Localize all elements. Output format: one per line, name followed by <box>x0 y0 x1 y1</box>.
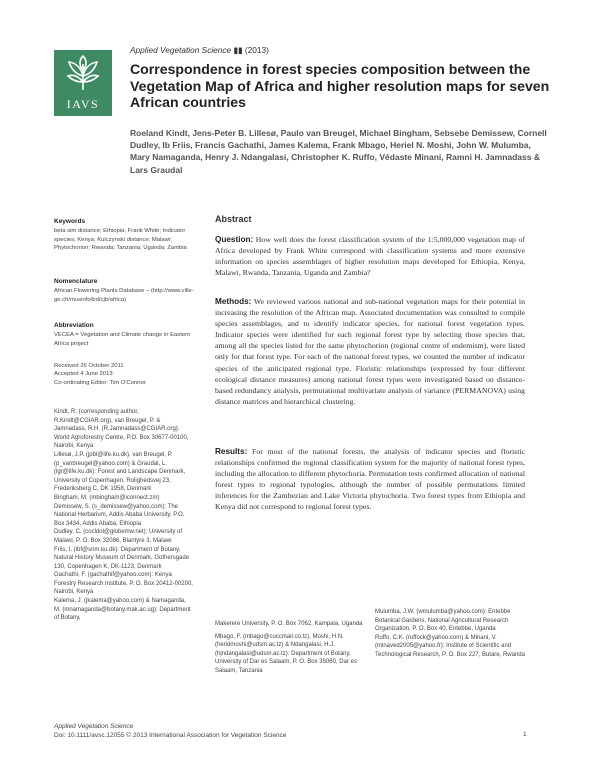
coordinating-editor: Co-ordinating Editor: Tim O'Connor <box>54 379 146 386</box>
methods-paragraph <box>215 296 525 407</box>
nomenclature-text: African Flowering Plants Database – (http://www.ville-ge.ch/musinfo/bd/cjb/africa) <box>54 288 194 303</box>
journal-line <box>130 45 269 55</box>
footer-doi: Doi: 10.1111/avsc.12055 © 2013 International Association for Vegetation Science <box>54 732 287 739</box>
results-text: For most of the national forests, the analysis of indicator species and floristic relationships confirmed the regional classification system for the majority of national forest types, including the allocation to different phytochoria. Permutation tests confirmed allocation of national forest types to regional typologies, although the number of possible permutations limited inferences for the Zambezian and Lake Victoria phytochoria. Two forest types from Ethiopia and Kenya did not correspond to regional forest types. <box>215 447 525 512</box>
results-label: Results: <box>215 447 248 456</box>
accepted-date: Accepted 4 June 2013 <box>54 371 113 378</box>
footer-journal: Applied Vegetation Science <box>54 723 134 730</box>
page-number: 1 <box>523 731 527 738</box>
affiliation-right-2: Ruffo, C.K. (ruffock@yahoo.com) & Minani, V. (minaved2005@yahoo.fr): Institute of Scientific and Technological Research, P. O. Box 227, Butare, Rwanda <box>375 634 525 658</box>
page-footer <box>54 722 286 740</box>
author-list: Roeland Kindt, Jens-Peter B. Lillesø, Paulo van Breugel, Michael Bingham, Sebsebe Demissew, Cornell Dudley, Ib Friis, Francis Gachathi, James Kalema, Frank Mbago, Heriel N. Moshi, John W. Mulumba, Mary Namaganda, Henry J. Ndangalasi, Christopher K. Ruffo, Védaste Minani, Ramni H. Jamnadass & Lars Graudal <box>130 128 547 175</box>
affiliation-5: Dudley, C. (cocldol@globemw.net): University of Malawi, P. O. Box 32086, Blantyre 3, Malawi <box>54 529 183 544</box>
question-text: How well does the forest classification system of the 1:5,000,000 vegetation map of Africa developed by Frank White correspond with classification systems and more extensive information on species assemblages of higher resolution maps developed for Ethiopia, Kenya, Malawi, Rwanda, Tanzania, Uganda and Zambia? <box>215 235 525 278</box>
affiliation-mid-2: Mbago, F. (mbago@cuccmail.co.tz), Moshi, H.N. (heridmoshi@udsm.ac.tz) & Ndangalasi, H.J. (hjndangalasi@udsm.ac.tz): Department of Botany, University of Dar es Salaam, P. O. Box 35060, Dar es Salaam, Tanzania <box>215 633 357 674</box>
logo-text: IAVS <box>66 97 100 111</box>
abstract-heading: Abstract <box>215 214 252 224</box>
keywords-heading: Keywords <box>54 218 86 225</box>
abbreviation-text: VECEA = Vegetation and Climate change in Eastern Africa project <box>54 332 191 347</box>
iavs-logo <box>54 50 112 116</box>
results-paragraph <box>215 446 525 513</box>
affiliations-middle <box>215 620 365 676</box>
methods-text: We reviewed various national and sub-national vegetation maps for their potential in increasing the resolution of the African map. Associated documentation was consulted to compile species assemblages, and to identify indicator species, for national forest vegetation types. Indicator species were identified for each regional forest type by selecting those species that, among all the species listed for the same phytochorion (regional centre of endemism), were listed only for that forest type. For each of the national forest types, we counted the number of indicator species of the anticipated regional type. Floristic relationships (expressed by four different ecological distance measures) among national forest types were investigated based on distance-based redundancy analysis, permutational multivariate analysis of variance (PERMANOVA) using distance matrices and hierarchical clustering. <box>215 297 525 406</box>
keywords-text: beta sim distance; Ethiopia; Frank White; Indicator species; Kenya; Kulczynski distance; Malawi; Phytochorion; Rwanda; Tanzania; Uganda; Zambia <box>54 228 187 252</box>
abbreviation-heading: Abbreviation <box>54 322 94 329</box>
nomenclature-block <box>54 278 204 304</box>
methods-label: Methods: <box>215 297 252 306</box>
affiliation-7: Gachathi, F. (gachathif@yahoo.com): Kenya Forestry Research Institute, P. O. Box 20412-00200, Nairobi, Kenya <box>54 572 193 596</box>
affiliations-left <box>54 408 194 623</box>
affiliation-3: Bingham, M. (mbingham@iconnect.zm) <box>54 494 160 501</box>
nomenclature-heading: Nomenclature <box>54 278 98 285</box>
question-paragraph <box>215 234 525 278</box>
received-date: Received 26 October 2011 <box>54 363 124 369</box>
affiliation-6: Friis, I. (ibf@snm.ku.dk): Department of Botany, Natural History Museum of Denmark, Gothersgade 130, Copenhagen K, DK-1123, Denmark <box>54 546 190 570</box>
dates-block <box>54 362 204 387</box>
keywords-block <box>54 218 204 253</box>
affiliation-1: Kindt, R. (corresponding author, R.Kindt@CGIAR.org), van Breugel, P. & Jamnadass, R.H. (R.Jamnadass@CGIAR.org): World Agroforestry Centre, P.O. Box 30677-00100, Nairobi, Kenya <box>54 409 189 450</box>
journal-issue: ▮▮ (2013) <box>231 45 269 55</box>
affiliations-right <box>375 608 525 660</box>
affiliation-4: Demissew, S. (s_demissew@yahoo.com): The National Herbarium, Addis Ababa University, P.O. Box 3434, Addis Ababa, Ethiopia <box>54 503 185 527</box>
journal-name: Applied Vegetation Science <box>130 45 232 55</box>
question-label: Question: <box>215 235 254 244</box>
affiliation-8: Kalema, J. (jkalema@yahoo.com) & Namaganda, M. (mnamaganda@botany.mak.ac.ug): Department of Botany, <box>54 598 191 622</box>
affiliation-2: Lillesø, J.P. (jpbl@life.ku.dk), van Breugel, P. (p_vanbreugel@yahoo.com) & Graudal, L. (lgr@life.ku.dk): Forest and Landscape Denmark, University of Copenhagen, Rolighedsvej 23, Frederiksberg C, DK 1958, Denmark <box>54 451 186 493</box>
affiliation-right-1: Mulumba, J.W. (wmulumba@yahoo.com): Entebbe Botanical Gardens, National Agricultural Research Organization, P. O. Box 40, Entebbe, Uganda <box>375 609 511 633</box>
leaf-icon <box>63 54 103 94</box>
abbreviation-block <box>54 322 204 348</box>
paper-title: Correspondence in forest species composition between the Vegetation Map of Africa and higher resolution maps for seven African countries <box>130 61 550 110</box>
affiliation-mid-1: Makerere University, P. O. Box 7062, Kampala, Uganda <box>215 621 363 627</box>
